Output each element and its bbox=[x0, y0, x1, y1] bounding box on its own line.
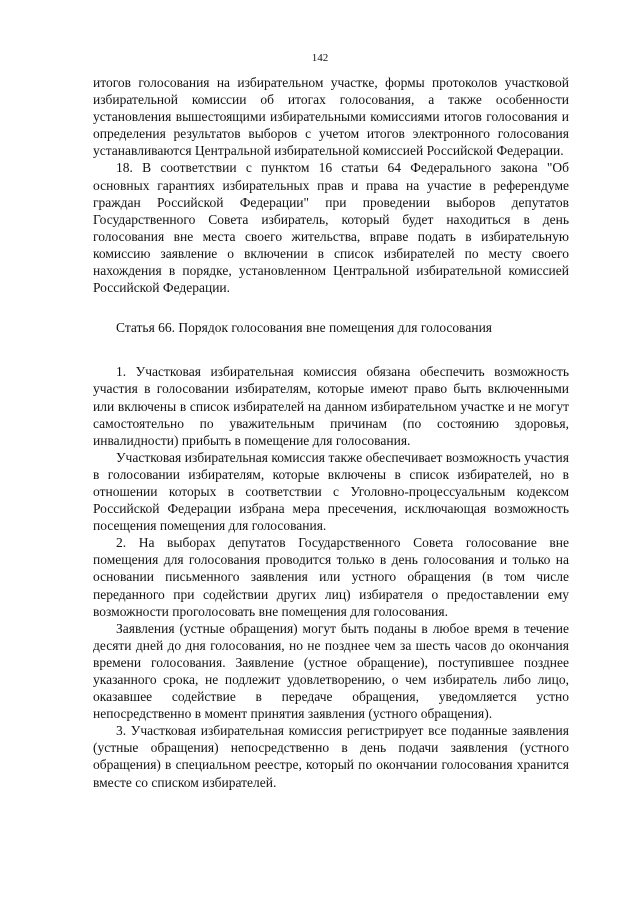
paragraph-item-1: 1. Участковая избирательная комиссия обязана обеспечить возможность участия в голосовании избирателям, которые имеют право быть включенными или включены в список избирателей на данном избирательном участке и не могут самостоятельно по уважительным причинам (по состоянию здоровья, инвалидности) прибыть в помещение для голосования. bbox=[93, 364, 569, 448]
paragraph-continuation: итогов голосования на избирательном участке, формы протоколов участковой избирательной комиссии об итогах голосования, а также особенности установления вышестоящими избирательными комиссиями итогов голосования и определения результатов выборов с учетом итогов электронного голосования устанавливаются Центральной избирательной комиссией Российской Федерации. bbox=[93, 75, 569, 159]
paragraph-item-18: 18. В соответствии с пунктом 16 статьи 64 Федерального закона "Об основных гарантиях избирательных прав и права на участие в референдуме граждан Российской Федерации" при проведении выборов депутатов Государственного Совета избиратель, который будет находиться в день голосования вне места своего жительства, вправе подать в избирательную комиссию заявление о включении в список избирателей по месту своего нахождения в порядке, установленном Центральной избирательной комиссией Российской Федерации. bbox=[93, 160, 569, 296]
paragraph-item-3: 3. Участковая избирательная комиссия регистрирует все поданные заявления (устные обращения) непосредственно в день подачи заявления (устного обращения) в специальном реестре, который по окончании голосования хранится вместе со списком избирателей. bbox=[93, 723, 569, 790]
paragraph-item-2-continued: Заявления (устные обращения) могут быть поданы в любое время в течение десяти дней до дня голосования, но не позднее чем за шесть часов до окончания времени голосования. Заявление (устное обращение), поступившее позднее указанного срока, не подлежит удовлетворению, о чем избиратель либо лицо, оказавшее содействие в передаче обращения, уведомляется устно непосредственно в момент принятия заявления (устного обращения). bbox=[93, 620, 569, 722]
paragraph-item-2: 2. На выборах депутатов Государственного Совета голосование вне помещения для голосования проводится только в день голосования и только на основании письменного заявления или устного обращения (в том числе переданного при содействии других лиц) избирателя о предоставлении ему возможности проголосовать вне помещения для голосования. bbox=[93, 535, 569, 619]
paragraph-item-1-continued: Участковая избирательная комиссия также обеспечивает возможность участия в голосовании избирателям, которые включены в список избирателей, но в отношении которых в соответствии с Уголовно-процессуальным кодексом Российской Федерации избрана мера пресечения, исключающая возможность посещения помещения для голосования. bbox=[93, 449, 569, 534]
page-number: 142 bbox=[311, 52, 329, 64]
document-body bbox=[93, 74, 569, 791]
article-heading: Статья 66. Порядок голосования вне помещения для голосования bbox=[116, 320, 493, 336]
